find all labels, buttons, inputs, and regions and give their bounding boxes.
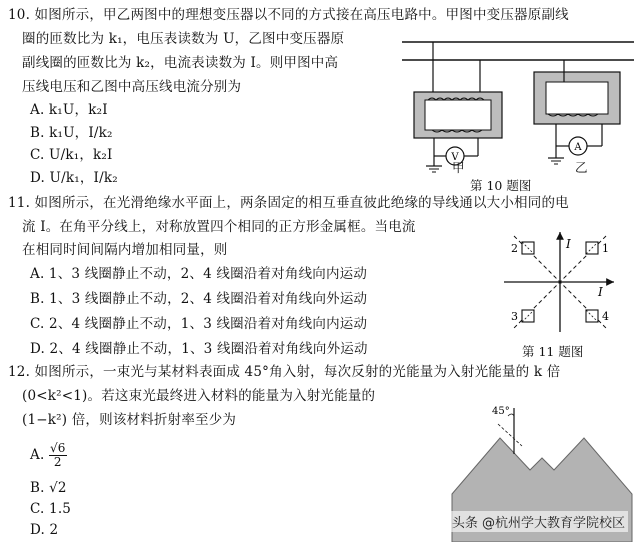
q12-option-b: B. √2 (30, 480, 67, 496)
q10-transformer-figure (398, 34, 638, 174)
q10-stem-line-3: 副线圈的匝数比为 k₂，电流表读数为 I。则甲图中高 (22, 55, 339, 71)
q11-option-b: B. 1、3 线圈静止不动，2、4 线圈沿着对角线向外运动 (30, 291, 368, 307)
q10-figure-caption: 第 10 题图 (470, 178, 532, 193)
q11-stem-line-2: 流 I。在角平分线上，对称放置四个相同的正方形金属框。当电流 (22, 219, 416, 235)
q11-wires-figure (500, 228, 620, 340)
q12-option-a-label: A. (30, 447, 45, 463)
q10-label-jia: 甲 (452, 160, 465, 175)
q11-figure-caption: 第 11 题图 (522, 344, 584, 359)
q11-option-d: D. 2、4 线圈静止不动，1、3 线圈沿着对角线向外运动 (30, 341, 368, 357)
fraction-denominator: 2 (53, 455, 62, 469)
q12-stem-line-2: (0<k²<1)。若这束光最终进入材料的能量为入射光能量的 (22, 388, 376, 404)
watermark: 头条 @杭州学大教育学院校区 (449, 511, 628, 532)
q10-option-c: C. U/k₁，k₂I (30, 147, 113, 163)
ammeter-label: A (574, 142, 582, 153)
q12-option-c: C. 1.5 (30, 501, 72, 517)
q11-stem-line-3: 在相同时间间隔内增加相同量，则 (22, 242, 228, 258)
current-label-vertical: I (566, 237, 571, 251)
q10-option-d: D. U/k₁，I/k₂ (30, 170, 118, 186)
current-label-horizontal: I (598, 285, 603, 299)
frame-label-2: 2 (511, 242, 518, 255)
q10-option-b: B. k₁U，I/k₂ (30, 125, 113, 141)
q12-option-a-fraction (49, 442, 67, 469)
q10-stem-line-1: 10. 如图所示，甲乙两图中的理想变压器以不同的方式接在高压电路中。甲图中变压器原副线 (8, 7, 569, 23)
q11-option-a: A. 1、3 线圈静止不动，2、4 线圈沿着对角线向内运动 (30, 266, 368, 282)
q12-option-d: D. 2 (30, 522, 59, 538)
q12-stem-line-1: 12. 如图所示，一束光与某材料表面成 45°角入射，每次反射的光能量为入射光能量的 k 倍 (8, 364, 561, 380)
voltmeter-label: V (451, 152, 459, 163)
q10-label-yi: 乙 (575, 160, 588, 175)
q10-option-a: A. k₁U，k₂I (30, 102, 108, 118)
q12-option-a (30, 442, 67, 469)
fraction-numerator: √6 (49, 441, 66, 455)
frame-label-1: 1 (602, 242, 609, 255)
q11-stem-line-1: 11. 如图所示，在光滑绝缘水平面上，两条固定的相互垂直彼此绝缘的导线通以大小相同的电 (8, 195, 569, 211)
frame-label-4: 4 (602, 310, 609, 323)
q11-option-c: C. 2、4 线圈静止不动，1、3 线圈沿着对角线向内运动 (30, 316, 368, 332)
angle-label: 45° (492, 406, 510, 417)
q10-stem-line-2: 圈的匝数比为 k₁，电压表读数为 U，乙图中变压器原 (22, 31, 345, 47)
frame-label-3: 3 (511, 310, 518, 323)
q12-stem-line-3: (1−k²) 倍，则该材料折射率至少为 (22, 412, 237, 428)
q10-stem-line-4: 压线电压和乙图中高压线电流分别为 (22, 79, 242, 95)
